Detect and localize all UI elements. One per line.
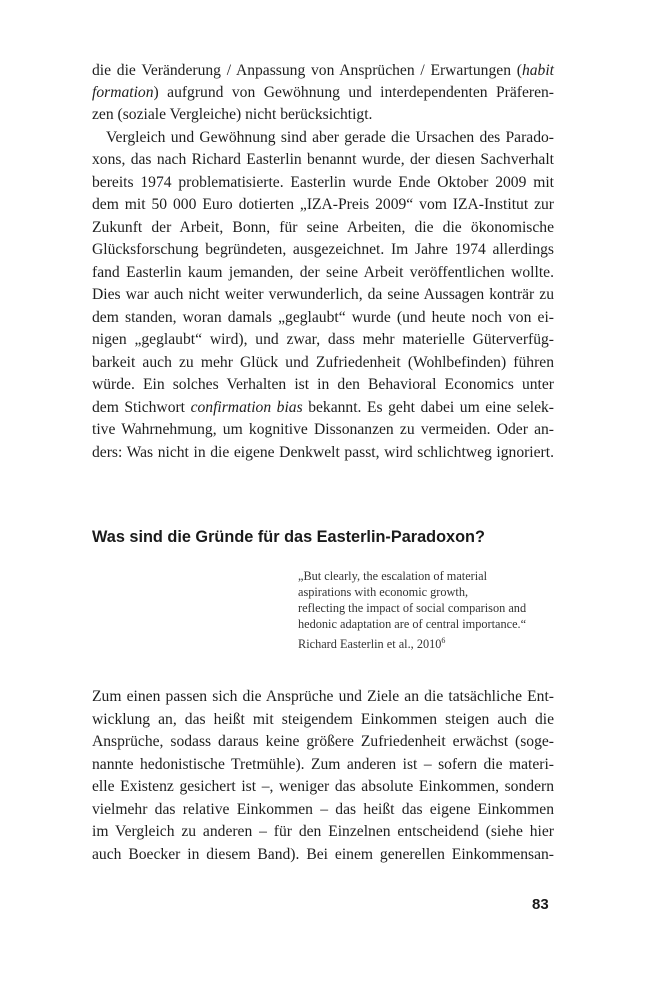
paragraph-line: formation) aufgrund von Gewöhnung und interdependenten Präferen- xyxy=(92,84,554,101)
paragraph-line: vielmehr das relative Einkommen – das heißt das eigene Einkommen xyxy=(92,801,554,818)
paragraph-line: ders: Was nicht in die eigene Denkwelt passt, wird schlichtweg ignoriert. xyxy=(92,444,554,461)
paragraph-line: Zukunft der Arbeit, Bonn, für seine Arbeiten, die die ökonomische xyxy=(92,219,554,236)
paragraph-line: fand Easterlin kaum jemanden, der seine Arbeit veröffentlichen wollte. xyxy=(92,264,554,281)
paragraph-line: Zum einen passen sich die Ansprüche und Ziele an die tatsächliche Ent- xyxy=(92,688,554,705)
paragraph-line: Vergleich und Gewöhnung sind aber gerade die Ursachen des Parado- xyxy=(106,129,554,146)
paragraph-line: dem mit 50 000 Euro dotierten „IZA-Preis 2009“ vom IZA-Institut zur xyxy=(92,196,554,213)
paragraph-line: dem Stichwort confirmation bias bekannt. Es geht dabei um eine selek- xyxy=(92,399,554,416)
italic-term: habit xyxy=(521,62,554,79)
paragraph-line: barkeit auch zu mehr Glück und Zufriedenheit (Wohlbefinden) führen xyxy=(92,354,554,371)
paragraph-line: tive Wahrnehmung, um kognitive Dissonanzen zu vermeiden. Oder an- xyxy=(92,421,554,438)
section-heading: Was sind die Gründe für das Easterlin-Paradoxon? xyxy=(92,528,485,546)
paragraph-line: wicklung an, das heißt mit steigendem Einkommen steigen auch die xyxy=(92,711,554,728)
paragraph-line: zen (soziale Vergleiche) nicht berücksichtigt. xyxy=(92,106,373,123)
quote-line: hedonic adaptation are of central importance.“ xyxy=(298,617,527,631)
paragraph-line: Dies war auch nicht weiter verwunderlich, da seine Aussagen konträr zu xyxy=(92,286,554,303)
italic-term: confirmation bias xyxy=(190,399,303,416)
paragraph-line: Glücksforschung begründeten, ausgezeichnet. Im Jahre 1974 allerdings xyxy=(92,241,554,258)
paragraph-line: bereits 1974 problematisierte. Easterlin wurde Ende Oktober 2009 mit xyxy=(92,174,554,191)
paragraph-line: auch Boecker in diesem Band). Bei einem generellen Einkommensan- xyxy=(92,846,554,863)
paragraph-line: nannte hedonistische Tretmühle). Zum anderen ist – sofern die materi- xyxy=(92,756,554,773)
quote-line: aspirations with economic growth, xyxy=(298,585,469,599)
paragraph-line: elle Existenz gesichert ist –, weniger das absolute Einkommen, sondern xyxy=(92,778,554,795)
footnote-marker: 6 xyxy=(441,636,446,645)
page-number: 83 xyxy=(532,896,549,913)
paragraph-line: nigen „geglaubt“ wird), und zwar, dass mehr materielle Güterverfüg- xyxy=(92,331,554,348)
paragraph-line: die die Veränderung / Anpassung von Ansprüchen / Erwartungen (habit xyxy=(92,62,554,79)
paragraph-line: im Vergleich zu anderen – für den Einzelnen entscheidend (siehe hier xyxy=(92,823,554,840)
quote-line: „But clearly, the escalation of material xyxy=(298,569,488,583)
paragraph-line: Ansprüche, sodass daraus keine größere Zufriedenheit erwächst (soge- xyxy=(92,733,554,750)
italic-term: formation xyxy=(92,84,154,101)
quote-author: Richard Easterlin et al., 2010$^6$ xyxy=(298,636,446,651)
paragraph-line: xons, das nach Richard Easterlin benannt wurde, der diesen Sachverhalt xyxy=(92,151,554,168)
paragraph-line: dem standen, woran damals „geglaubt“ wurde (und heute noch von ei- xyxy=(92,309,554,326)
paragraph-line: würde. Ein solches Verhalten ist in den Behavioral Economics unter xyxy=(92,376,554,393)
quote-line: reflecting the impact of social comparison and xyxy=(298,601,527,615)
